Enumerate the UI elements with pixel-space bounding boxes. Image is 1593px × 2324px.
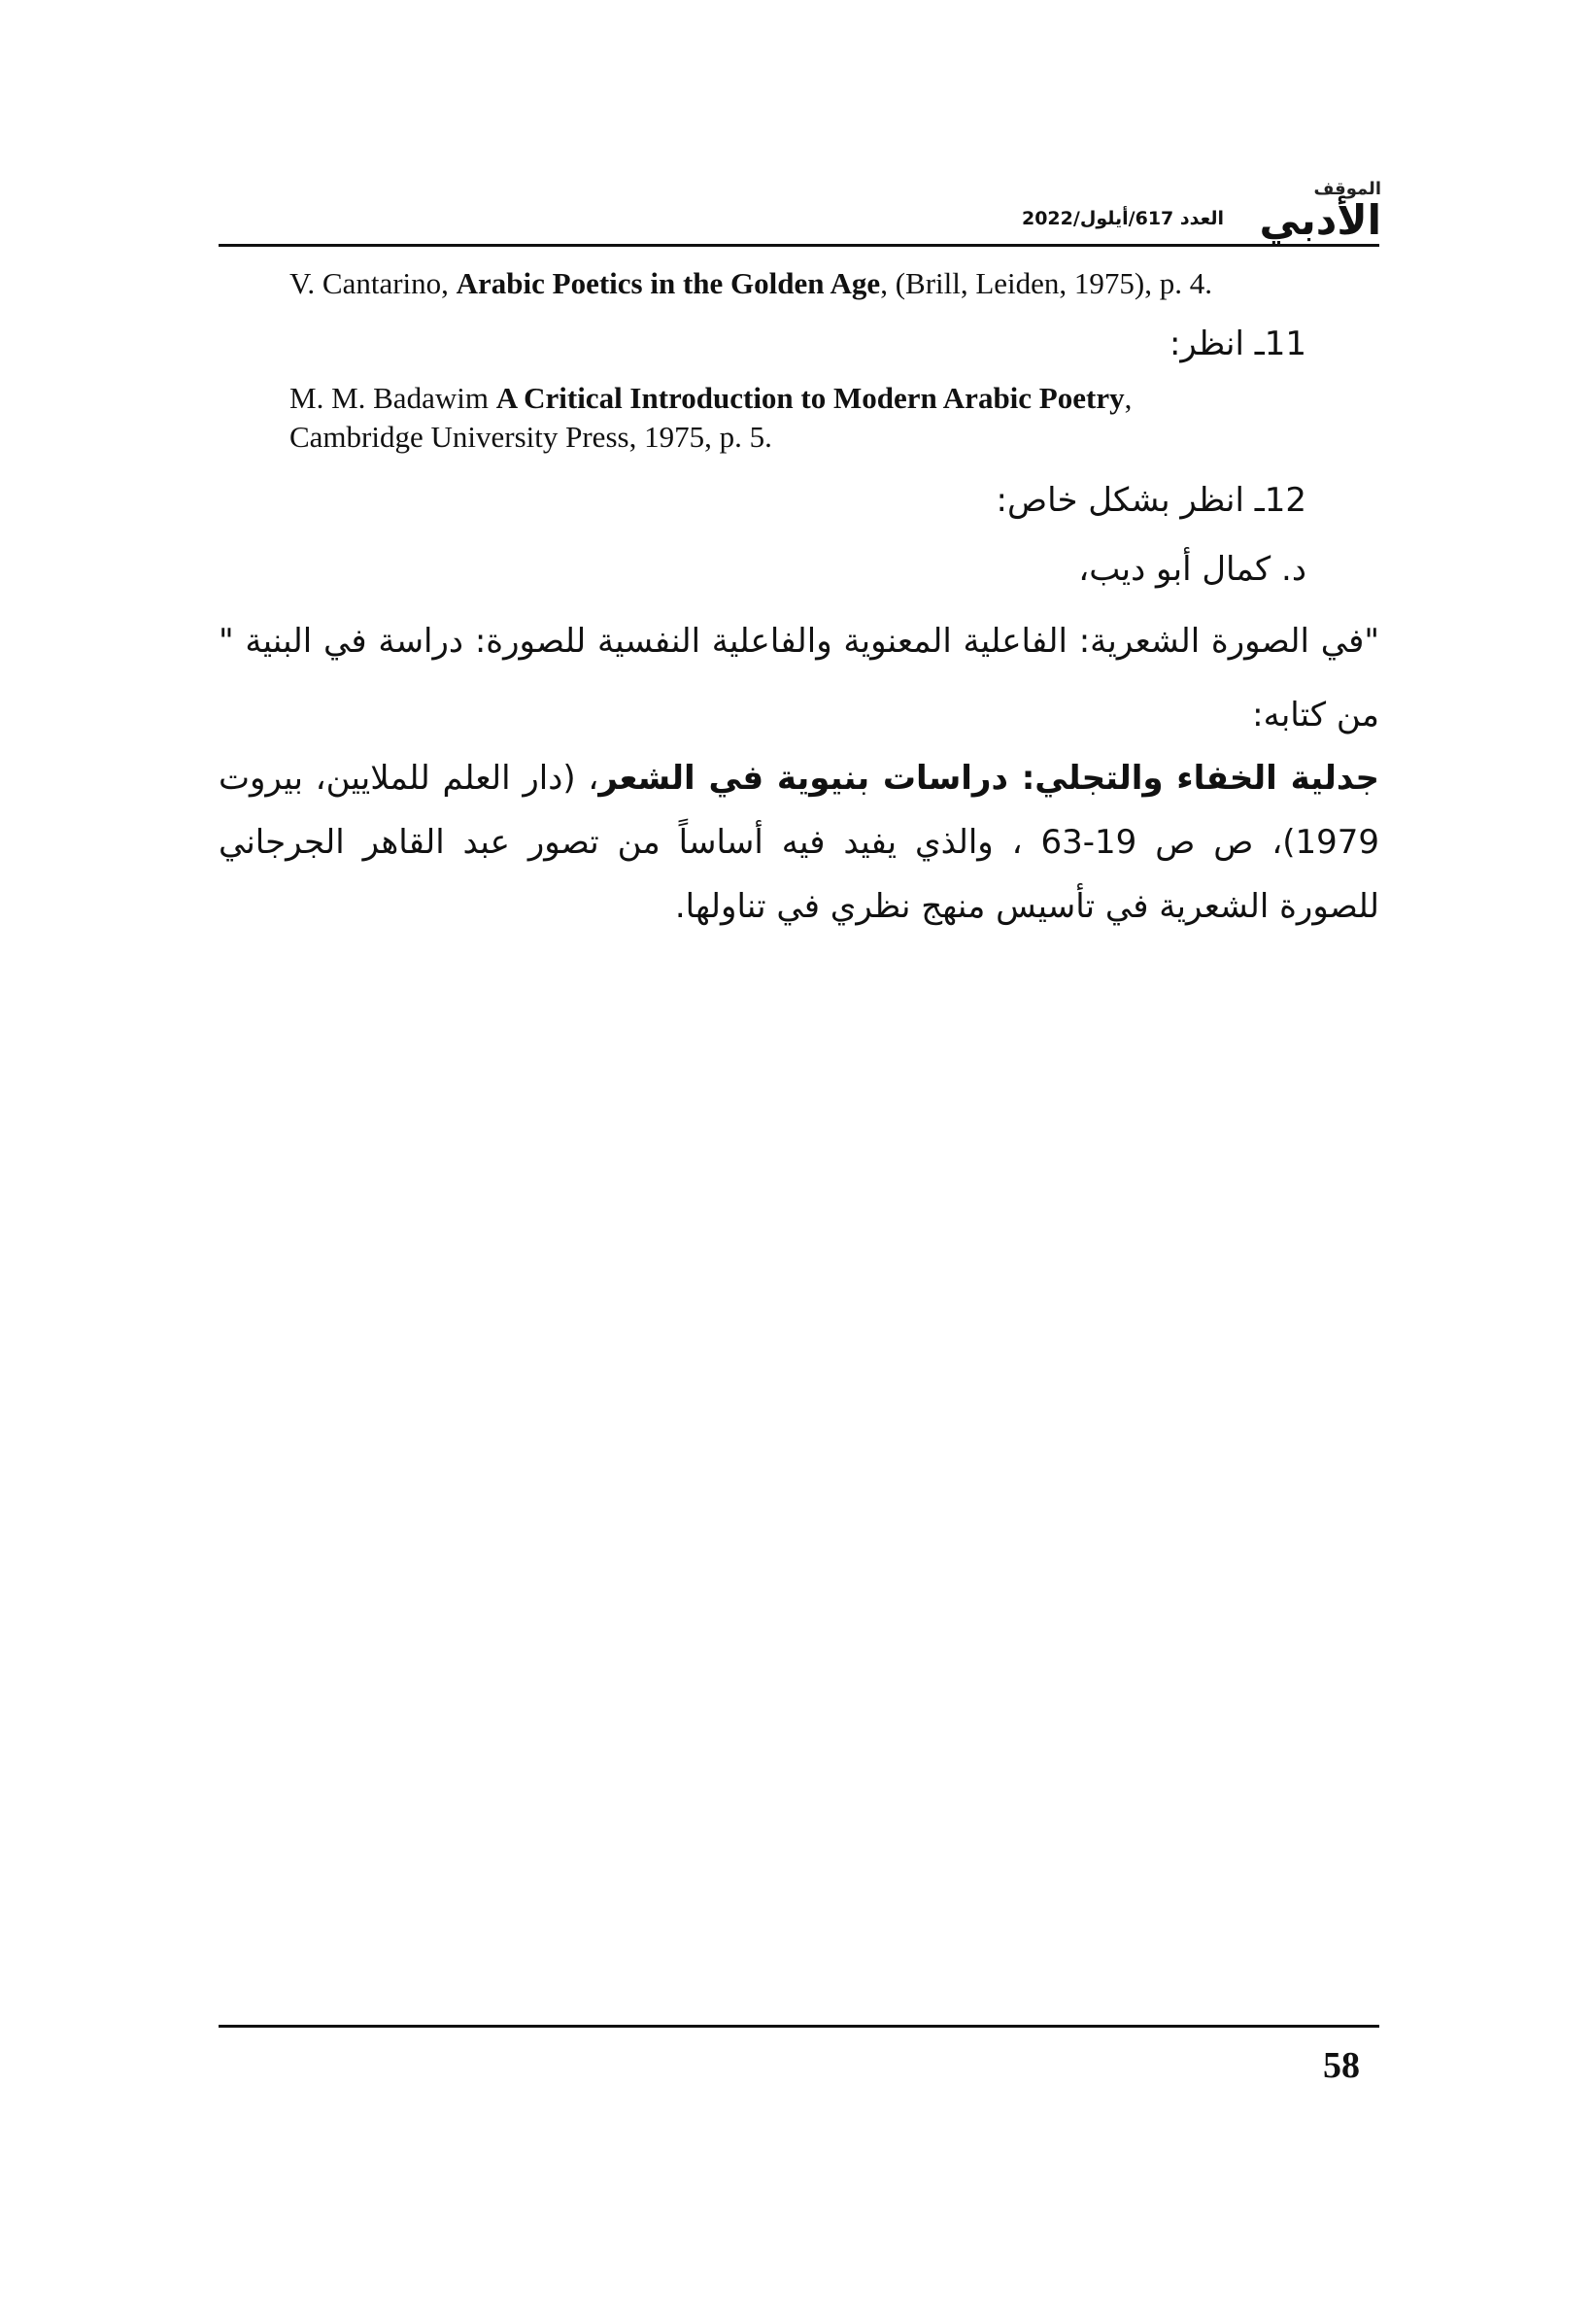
ref10-rest: , (Brill, Leiden, 1975), p. 4. [880,266,1212,300]
ref11-punct: , [1124,381,1133,415]
note-11: 11ـ انظر: [1169,325,1306,363]
ref11-line-2: Cambridge University Press, 1975, p. 5. [289,420,772,454]
note-12-book [219,746,1379,939]
issue-year: 2022 [1021,208,1073,229]
issue-separator: / [1128,208,1135,229]
magazine-logo [1245,180,1381,242]
note-12-intro: 12ـ انظر بشكل خاص: [996,481,1306,520]
ref11-line-1 [289,379,1132,418]
issue-info [1022,208,1224,229]
note-12-quote: "في الصورة الشعرية: الفاعلية المعنوية والفاعلية النفسية للصورة: دراسة في البنية " من كتابه: [219,622,1379,735]
footer-rule [219,2025,1379,2028]
reference-10 [289,264,1212,303]
issue-label: العدد [1179,208,1224,229]
ref11-title: A Critical Introduction to Modern Arabic Poetry [495,381,1125,415]
page-number: 58 [1323,2045,1360,2086]
book-details: ، (دار العلم للملايين، بيروت 1979)، ص ص 19-63 ، والذي يفيد فيه أساساً من تصور عبد القاهر الجرجاني للصورة الشعرية في تأسيس منهج نظري في تناولها. [219,759,1379,926]
logo-main-text: الأدبي [1259,196,1381,244]
book-title: جدلية الخفاء والتجلي: دراسات بنيوية في الشعر [598,759,1379,798]
header-rule [219,244,1379,247]
issue-number: 617 [1135,208,1174,229]
reference-11 [289,379,1132,457]
ref11-author: M. M. Badawim [289,381,496,415]
logo-top-text: الموقف [1313,179,1381,199]
ref10-title: Arabic Poetics in the Golden Age [456,266,881,300]
note-12-author: د. كمال أبو ديب، [1078,550,1306,589]
issue-month: أيلول [1079,208,1129,229]
ref10-author: V. Cantarino, [289,266,457,300]
issue-separator: / [1072,208,1080,229]
